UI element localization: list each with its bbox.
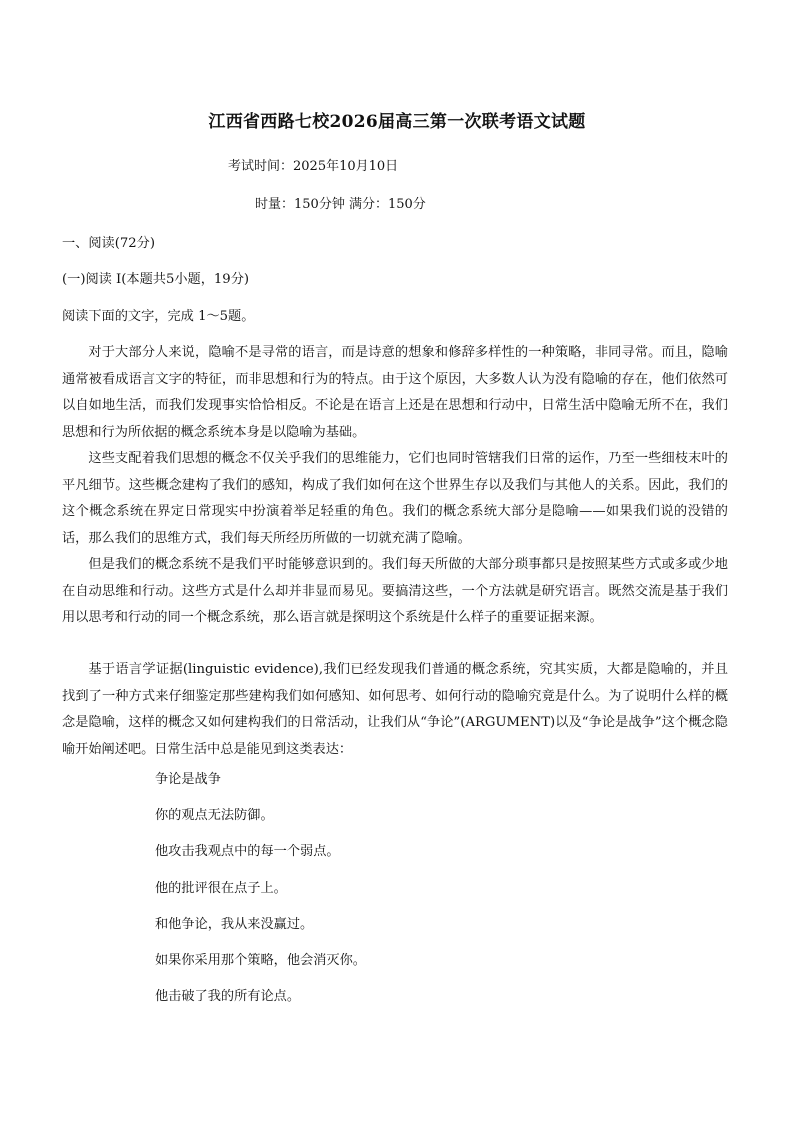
- example-expression: 他攻击我观点中的每一个弱点。: [155, 844, 340, 860]
- example-expression: 和他争论，我从来没赢过。: [155, 916, 314, 932]
- example-expression: 你的观点无法防御。: [155, 808, 274, 824]
- example-expression: 他击破了我的所有论点。: [155, 989, 301, 1005]
- exam-time: 考试时间：2025年10月10日: [228, 159, 399, 174]
- example-expression: 如果你采用那个策略，他会消灭你。: [155, 952, 366, 968]
- passage-paragraph: 对于大部分人来说，隐喻不是寻常的语言，而是诗意的想象和修辞多样性的一种策略，非同寻常。而且，隐喻通常被看成语言文字的特征，而非思想和行为的特点。由于这个原因，大多数人认为没有隐喻的存在，他们依然可以自如地生活，而我们发现事实恰恰相反。不论是在语言上还是在思想和行动中，日常生活中隐喻无所不在，我们思想和行为所依据的概念系统本身是以隐喻为基础。: [62, 345, 728, 440]
- passage-paragraph: 这些支配着我们思想的概念不仅关乎我们的思维能力，它们也同时管辖我们日常的运作，乃至一些细枝末叶的平凡细节。这些概念建构了我们的感知，构成了我们如何在这个世界生存以及我们与其他人的关系。因此，我们的这个概念系统在界定日常现实中扮演着举足轻重的角色。我们的概念系统大部分是隐喻——如果我们说的没错的话，那么我们的思维方式，我们每天所经历所做的一切就充满了隐喻。: [62, 451, 728, 546]
- section-heading: 一、阅读(72分): [62, 236, 156, 251]
- passage-paragraph: 基于语言学证据(linguistic evidence),我们已经发现我们普通的概念系统，究其实质，大都是隐喻的，并且找到了一种方式来仔细鉴定那些建构我们如何感知、如何思考、如何行动的隐喻究竟是什么。为了说明什么样的概念是隐喻，这样的概念又如何建构我们的日常活动，让我们从“争论”(ARGUMENT)以及“争论是战争”这个概念隐喻开始阐述吧。日常生活中总是能见到这类表达：: [62, 662, 728, 757]
- exam-duration-score: 时量：150分钟 满分：150分: [255, 197, 426, 212]
- reading-instruction: 阅读下面的文字，完成 1～5题。: [62, 309, 255, 324]
- example-expression: 他的批评很在点子上。: [155, 880, 287, 896]
- exam-title: 江西省西路七校2026届高三第一次联考语文试题: [208, 112, 586, 132]
- passage-paragraph: 但是我们的概念系统不是我们平时能够意识到的。我们每天所做的大部分琐事都只是按照某些方式或多或少地在自动思维和行动。这些方式是什么却并非显而易见。要搞清这些，一个方法就是研究语言。既然交流是基于我们用以思考和行动的同一个概念系统，那么语言就是探明这个系统是什么样子的重要证据来源。: [62, 557, 728, 625]
- example-expression: 争论是战争: [155, 772, 221, 787]
- example-expressions-list: [155, 770, 366, 1023]
- subsection-heading: (一)阅读 I(本题共5小题，19分): [62, 272, 250, 287]
